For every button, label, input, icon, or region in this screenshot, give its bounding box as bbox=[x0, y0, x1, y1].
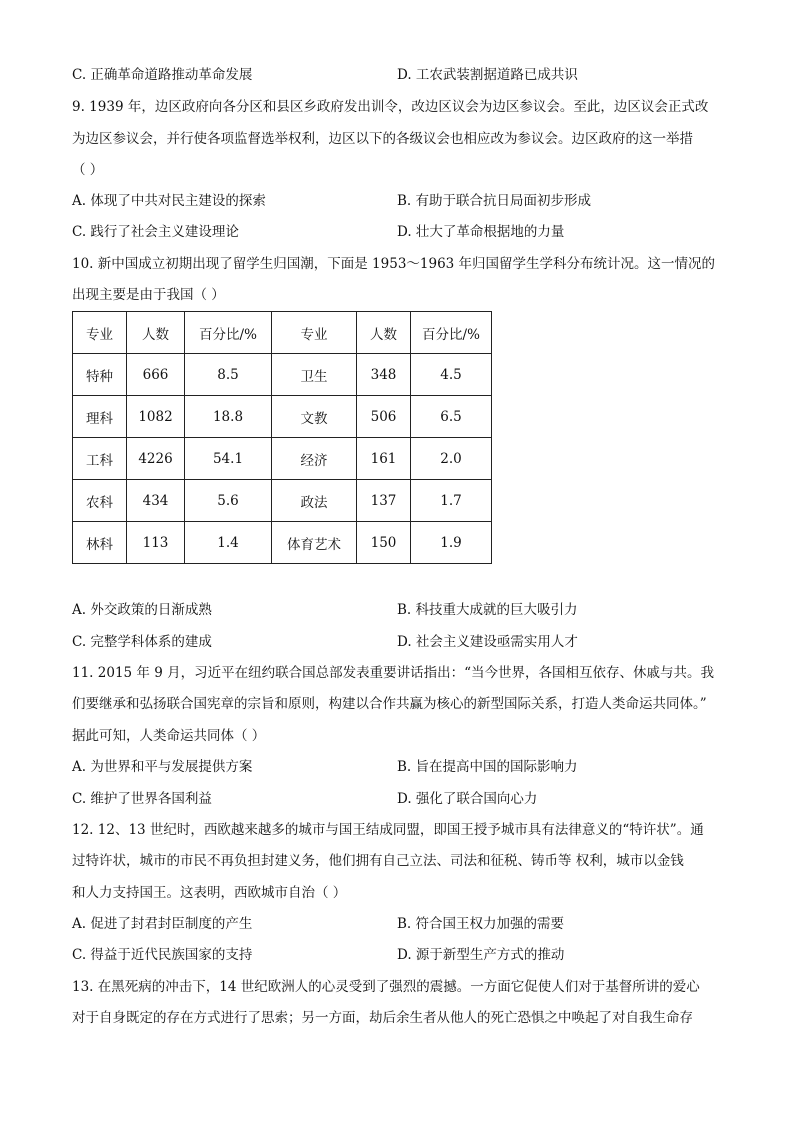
table-cell: 113 bbox=[127, 522, 185, 564]
table-cell: 1.9 bbox=[411, 522, 492, 564]
table-cell: 林科 bbox=[73, 522, 127, 564]
q9-stem-line-2: 为边区参议会，并行使各项监督选举权利，边区以下的各级议会也相应改为参议会。边区政府的这一举措 bbox=[72, 131, 693, 147]
table-cell: 2.0 bbox=[411, 438, 492, 480]
table-header-cell: 人数 bbox=[127, 312, 185, 354]
table-cell: 4226 bbox=[127, 438, 185, 480]
q10-option-d: D. 社会主义建设亟需实用人才 bbox=[397, 634, 578, 650]
q9-stem-line-3: （ ） bbox=[72, 162, 104, 178]
table-cell: 6.5 bbox=[411, 396, 492, 438]
table-cell: 348 bbox=[357, 354, 411, 396]
table-header-cell: 百分比/% bbox=[411, 312, 492, 354]
table-cell: 666 bbox=[127, 354, 185, 396]
table-cell: 政法 bbox=[272, 480, 357, 522]
table-cell: 1082 bbox=[127, 396, 185, 438]
table-cell: 工科 bbox=[73, 438, 127, 480]
q11-option-d: D. 强化了联合国向心力 bbox=[397, 791, 538, 807]
q9-stem-line-1: 9. 1939 年，边区政府向各分区和县区乡政府发出训令，改边区议会为边区参议会。至此，边区议会正式改 bbox=[72, 99, 709, 115]
q11-option-b: B. 旨在提高中国的国际影响力 bbox=[397, 759, 578, 775]
table-cell: 161 bbox=[357, 438, 411, 480]
q11-option-a: A. 为世界和平与发展提供方案 bbox=[72, 759, 253, 775]
q13-stem-line-2: 对于自身既定的存在方式进行了思索；另一方面，劫后余生者从他人的死亡恐惧之中唤起了对自我生命存 bbox=[72, 1010, 693, 1026]
q9-option-c: C. 践行了社会主义建设理论 bbox=[72, 224, 239, 240]
table-cell: 506 bbox=[357, 396, 411, 438]
q11-option-c: C. 维护了世界各国利益 bbox=[72, 791, 212, 807]
table-cell: 文教 bbox=[272, 396, 357, 438]
table-cell: 经济 bbox=[272, 438, 357, 480]
q12-option-a: A. 促进了封君封臣制度的产生 bbox=[72, 916, 253, 932]
table-cell: 4.5 bbox=[411, 354, 492, 396]
q9-option-d: D. 壮大了革命根据地的力量 bbox=[397, 224, 565, 240]
table-header-cell: 专业 bbox=[272, 312, 357, 354]
table-cell: 434 bbox=[127, 480, 185, 522]
q12-stem-line-3: 和人力支持国王。这表明，西欧城市自治（ ） bbox=[72, 885, 347, 901]
table-header-cell: 人数 bbox=[357, 312, 411, 354]
table-cell: 150 bbox=[357, 522, 411, 564]
q10-option-b: B. 科技重大成就的巨大吸引力 bbox=[397, 602, 578, 618]
table-cell: 体育艺术 bbox=[272, 522, 357, 564]
q9-option-b: B. 有助于联合抗日局面初步形成 bbox=[397, 193, 592, 209]
student-distribution-table bbox=[72, 311, 492, 564]
table-cell: 5.6 bbox=[185, 480, 272, 522]
q11-stem-line-1: 11. 2015 年 9 月，习近平在纽约联合国总部发表重要讲话指出：“当今世界，各国相互依存、休戚与共。我 bbox=[72, 665, 714, 681]
table-cell: 1.4 bbox=[185, 522, 272, 564]
table-row bbox=[73, 480, 492, 522]
table-cell: 特种 bbox=[73, 354, 127, 396]
q10-option-a: A. 外交政策的日渐成熟 bbox=[72, 602, 212, 618]
q11-stem-line-2: 们要继承和弘扬联合国宪章的宗旨和原则，构建以合作共赢为核心的新型国际关系，打造人类命运共同体。” bbox=[72, 696, 707, 712]
q8-option-c: C. 正确革命道路推动革命发展 bbox=[72, 67, 253, 83]
table-header-cell: 百分比/% bbox=[185, 312, 272, 354]
q10-stem-line-2: 出现主要是由于我国（ ） bbox=[72, 287, 225, 303]
table-cell: 1.7 bbox=[411, 480, 492, 522]
table-cell: 农科 bbox=[73, 480, 127, 522]
table-cell: 8.5 bbox=[185, 354, 272, 396]
q10-option-c: C. 完整学科体系的建成 bbox=[72, 634, 212, 650]
table-cell: 137 bbox=[357, 480, 411, 522]
q12-stem-line-2: 过特许状，城市的市民不再负担封建义务，他们拥有自己立法、司法和征税、铸币等 权利，城市以金钱 bbox=[72, 853, 684, 869]
q12-option-c: C. 得益于近代民族国家的支持 bbox=[72, 947, 253, 963]
table-row bbox=[73, 438, 492, 480]
table-cell: 理科 bbox=[73, 396, 127, 438]
q13-stem-line-1: 13. 在黑死病的冲击下，14 世纪欧洲人的心灵受到了强烈的震撼。一方面它促使人们对于基督所讲的爱心 bbox=[72, 979, 700, 995]
q12-stem-line-1: 12. 12、13 世纪时，西欧越来越多的城市与国王结成同盟，即国王授予城市具有法律意义的“特许状”。通 bbox=[72, 822, 704, 838]
q8-option-d: D. 工农武装割据道路已成共识 bbox=[397, 67, 578, 83]
table-row bbox=[73, 396, 492, 438]
table-row bbox=[73, 354, 492, 396]
table-header-row bbox=[73, 312, 492, 354]
table-cell: 54.1 bbox=[185, 438, 272, 480]
table-cell: 卫生 bbox=[272, 354, 357, 396]
q9-option-a: A. 体现了中共对民主建设的探索 bbox=[72, 193, 266, 209]
table-cell: 18.8 bbox=[185, 396, 272, 438]
q10-stem-line-1: 10. 新中国成立初期出现了留学生归国潮，下面是 1953～1963 年归国留学生学科分布统计况。这一情况的 bbox=[72, 256, 716, 272]
q12-option-b: B. 符合国王权力加强的需要 bbox=[397, 916, 565, 932]
table-row bbox=[73, 522, 492, 564]
q12-option-d: D. 源于新型生产方式的推动 bbox=[397, 947, 565, 963]
table-header-cell: 专业 bbox=[73, 312, 127, 354]
q11-stem-line-3: 据此可知，人类命运共同体（ ） bbox=[72, 728, 266, 744]
